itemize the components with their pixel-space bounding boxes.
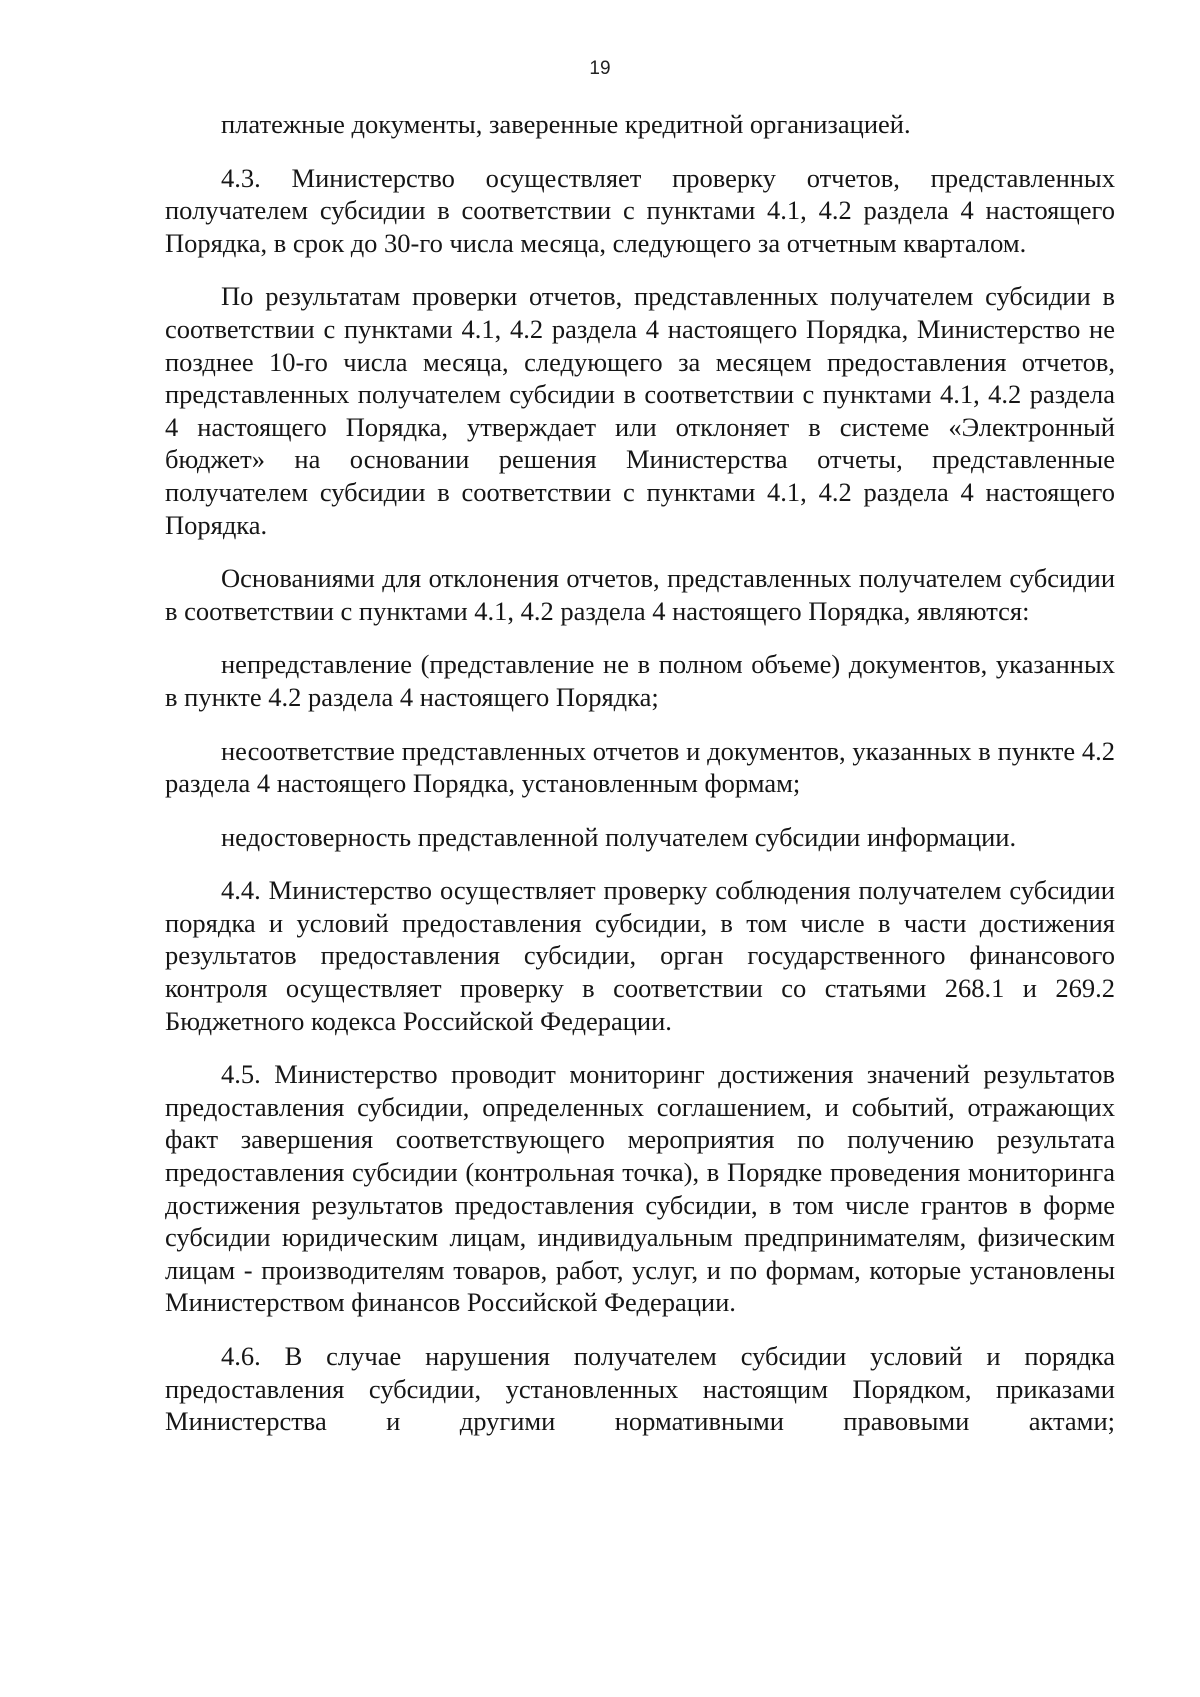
paragraph-4-5: 4.5. Министерство проводит мониторинг достижения значений результатов предоставления субсидии, определенных соглашением, и событий, отражающих факт завершения соответствующего мероприятия по получению результата предоставления субсидии (контрольная точка), в Порядке проведения мониторинга достижения результатов предоставления субсидии, в том числе грантов в форме субсидии юридическим лицам, индивидуальным предпринимателям, физическим лицам - производителям товаров, работ, услуг, и по формам, которые установлены Министерством финансов Российской Федерации. bbox=[165, 1059, 1115, 1318]
paragraph-4-6: 4.6. В случае нарушения получателем субсидии условий и порядка предоставления субсидии, установленных настоящим Порядком, приказами Министерства и другими нормативными правовыми актами; bbox=[165, 1341, 1115, 1437]
page-number: 19 bbox=[589, 58, 611, 79]
paragraph-rejection-grounds: Основаниями для отклонения отчетов, представленных получателем субсидии в соответствии с пунктами 4.1, 4.2 раздела 4 настоящего Порядка, являются: bbox=[165, 563, 1115, 626]
list-item-non-submission: непредставление (представление не в полном объеме) документов, указанных в пункте 4.2 раздела 4 настоящего Порядка; bbox=[165, 649, 1115, 712]
paragraph-4-3: 4.3. Министерство осуществляет проверку отчетов, представленных получателем субсидии в соответствии с пунктами 4.1, 4.2 раздела 4 настоящего Порядка, в срок до 30-го числа месяца, следующего за отчетным кварталом. bbox=[165, 162, 1115, 258]
paragraph-4-4: 4.4. Министерство осуществляет проверку соблюдения получателем субсидии порядка и условий предоставления субсидии, в том числе в части достижения результатов предоставления субсидии, орган государственного финансового контроля осуществляет проверку в соответствии со статьями 268.1 и 269.2 Бюджетного кодекса Российской Федерации. bbox=[165, 875, 1115, 1036]
paragraph-review-results: По результатам проверки отчетов, представленных получателем субсидии в соответствии с пунктами 4.1, 4.2 раздела 4 настоящего Порядка, Министерство не позднее 10-го числа месяца, следующего за месяцем предоставления отчетов, представленных получателем субсидии в соответствии с пунктами 4.1, 4.2 раздела 4 настоящего Порядка, утверждает или отклоняет в системе «Электронный бюджет» на основании решения Министерства отчеты, представленные получателем субсидии в соответствии с пунктами 4.1, 4.2 раздела 4 настоящего Порядка. bbox=[165, 281, 1115, 540]
document-body bbox=[165, 108, 1115, 1438]
list-item-non-compliance: несоответствие представленных отчетов и документов, указанных в пункте 4.2 раздела 4 настоящего Порядка, установленным формам; bbox=[165, 735, 1115, 799]
paragraph-payment-documents: платежные документы, заверенные кредитной организацией. bbox=[221, 109, 911, 139]
list-item-inaccuracy: недостоверность представленной получателем субсидии информации. bbox=[221, 821, 1017, 852]
